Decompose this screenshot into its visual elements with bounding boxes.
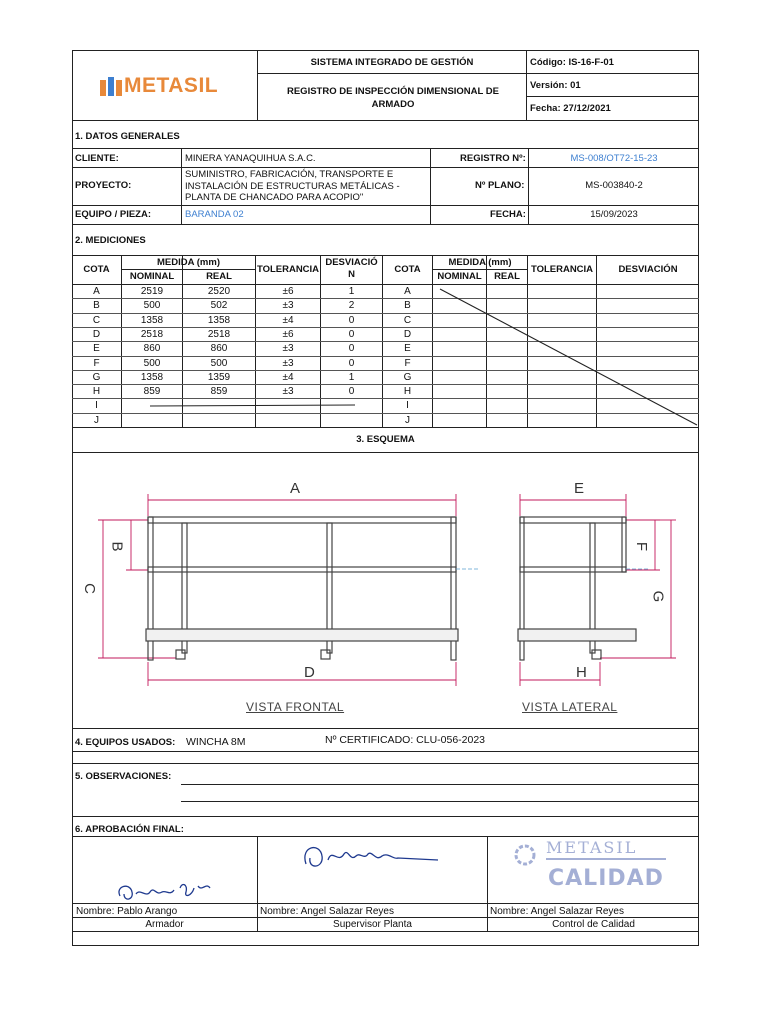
cell-tol: ±3 — [282, 343, 294, 355]
header-real-right: REAL — [494, 271, 520, 282]
cell-cota: F — [93, 357, 100, 369]
cell-nominal: 500 — [143, 357, 161, 369]
section-schema-title: 3. ESQUEMA — [356, 434, 415, 445]
equipment-value: WINCHA 8M — [186, 736, 246, 748]
cell-dev: 0 — [348, 386, 355, 398]
cell-cota: C — [92, 314, 101, 326]
cell-cota: G — [92, 371, 101, 383]
dim-label-h: H — [576, 664, 587, 681]
dim-label-b: B — [108, 541, 126, 552]
header-nominal-right: NOMINAL — [437, 271, 482, 282]
cell-real: 2520 — [207, 286, 231, 297]
side-view-caption: VISTA LATERAL — [522, 700, 618, 714]
cell-cota-right: C — [403, 314, 412, 326]
observations-label: 5. OBSERVACIONES: — [75, 771, 172, 782]
approver-1-name: Nombre: Pablo Arango — [76, 906, 178, 917]
cell-nominal: 1358 — [140, 371, 164, 383]
plano-value: MS-003840-2 — [585, 180, 643, 191]
cell-cota-right: H — [403, 386, 412, 398]
dim-label-a: A — [290, 480, 301, 497]
cell-tol: ±3 — [282, 300, 294, 312]
fecha-label: FECHA: — [490, 209, 526, 220]
cell-nominal: 1358 — [140, 314, 164, 326]
cell-nominal: 859 — [143, 386, 161, 398]
cell-cota-right: A — [404, 286, 411, 297]
registro-label: REGISTRO Nº: — [460, 153, 526, 164]
dim-label-d: D — [304, 664, 315, 681]
cell-tol: ±4 — [282, 371, 294, 383]
section-measurements-title: 2. MEDICIONES — [75, 235, 146, 246]
cell-cota-right: G — [403, 371, 412, 383]
project-line-2: INSTALACIÓN DE ESTRUCTURAS METÁLICAS - — [185, 180, 400, 192]
cell-cota-right: D — [403, 328, 412, 340]
cell-real: 500 — [210, 357, 228, 369]
front-view-caption: VISTA FRONTAL — [246, 700, 345, 714]
section-approval-title: 6. APROBACIÓN FINAL: — [75, 824, 184, 835]
header-tolerancia: TOLERANCIA — [256, 264, 320, 275]
cell-real: 860 — [210, 343, 228, 355]
cell-dev: 1 — [348, 371, 355, 383]
cell-real: 859 — [210, 386, 228, 398]
fecha-value: 15/09/2023 — [590, 209, 638, 220]
header-desviacion-right: DESVIACIÓN — [618, 264, 678, 275]
cell-real: 1359 — [207, 371, 231, 383]
header-date-label: Fecha: 27/12/2021 — [530, 103, 611, 114]
cell-nominal: 2518 — [140, 328, 164, 340]
stamp-gear-icon — [510, 840, 540, 870]
cell-cota-right: J — [405, 414, 410, 426]
approver-3-name: Nombre: Angel Salazar Reyes — [490, 906, 624, 917]
registro-value: MS-008/OT72-15-23 — [570, 153, 658, 164]
stamp-text: CALIDAD — [548, 866, 664, 891]
cell-nominal: 860 — [143, 343, 161, 355]
version-label: Versión: 01 — [530, 80, 581, 91]
project-label: PROYECTO: — [75, 180, 132, 191]
cell-cota: J — [94, 414, 99, 426]
logo-text: METASIL — [124, 74, 219, 97]
cell-tol: ±4 — [282, 314, 294, 326]
header-real: REAL — [206, 271, 232, 282]
cell-cota: B — [93, 300, 100, 312]
cell-real: 2518 — [207, 328, 231, 340]
stamp-title: METASIL — [546, 838, 638, 857]
signature-supervisor — [298, 840, 448, 874]
dim-label-e: E — [574, 480, 585, 497]
client-label: CLIENTE: — [75, 153, 119, 164]
cell-dev: 0 — [348, 314, 355, 326]
cell-nominal: 500 — [143, 300, 161, 312]
cell-tol: ±3 — [282, 357, 294, 369]
cell-cota-right: F — [404, 357, 411, 369]
section-general-title: 1. DATOS GENERALES — [75, 131, 180, 142]
approver-1-role: Armador — [145, 919, 184, 930]
header-medida: MEDIDA (mm) — [157, 257, 220, 268]
cell-cota: A — [93, 286, 100, 297]
header-desviacion-text: DESVIACIÓ N — [325, 257, 378, 280]
cell-cota: H — [92, 386, 101, 398]
cell-dev: 0 — [348, 343, 355, 355]
system-title: SISTEMA INTEGRADO DE GESTIÓN — [310, 57, 474, 68]
header-cota-right: COTA — [394, 264, 421, 275]
dim-label-g: G — [649, 590, 667, 603]
dim-label-f: F — [633, 541, 651, 552]
project-line-1: SUMINISTRO, FABRICACIÓN, TRANSPORTE E — [185, 169, 394, 180]
cell-nominal: 2519 — [140, 286, 164, 297]
header-medida-right: MEDIDA (mm) — [448, 257, 512, 268]
dim-label-c: C — [80, 583, 98, 594]
header-tolerancia-right: TOLERANCIA — [530, 264, 594, 275]
cell-cota: I — [95, 400, 98, 412]
cell-dev: 0 — [348, 357, 355, 369]
project-line-3: PLANTA DE CHANCADO PARA ACOPIO" — [185, 192, 364, 203]
quality-stamp — [510, 836, 670, 898]
cell-dev: 1 — [348, 286, 355, 297]
cell-cota-right: I — [406, 400, 409, 412]
cell-cota-right: E — [404, 343, 411, 355]
cell-tol: ±6 — [282, 328, 294, 340]
signature-armador — [110, 878, 230, 908]
cell-cota: D — [92, 328, 101, 340]
document-title-text: REGISTRO DE INSPECCIÓN DIMENSIONAL DE ARMADO — [286, 86, 499, 110]
approver-2-name: Nombre: Angel Salazar Reyes — [260, 906, 394, 917]
cell-dev: 2 — [348, 300, 355, 312]
equipo-value: BARANDA 02 — [185, 209, 244, 220]
approver-3-role: Control de Calidad — [552, 919, 635, 930]
equipment-label: 4. EQUIPOS USADOS: — [75, 737, 176, 748]
code-label: Código: IS-16-F-01 — [530, 57, 614, 68]
header-nominal: NOMINAL — [129, 271, 175, 282]
cell-tol: ±6 — [282, 286, 294, 297]
equipo-label: EQUIPO / PIEZA: — [75, 209, 152, 220]
cell-dev: 0 — [348, 328, 355, 340]
cell-cota: E — [93, 343, 100, 355]
cell-tol: ±3 — [282, 386, 294, 398]
approver-2-role: Supervisor Planta — [333, 919, 412, 930]
cell-real: 1358 — [207, 314, 231, 326]
certificate-value: Nº CERTIFICADO: CLU-056-2023 — [325, 734, 486, 746]
header-cota: COTA — [83, 264, 110, 275]
cell-cota-right: B — [404, 300, 411, 312]
cell-real: 502 — [210, 300, 228, 312]
client-value: MINERA YANAQUIHUA S.A.C. — [185, 153, 316, 164]
plano-label: Nº PLANO: — [475, 180, 525, 191]
